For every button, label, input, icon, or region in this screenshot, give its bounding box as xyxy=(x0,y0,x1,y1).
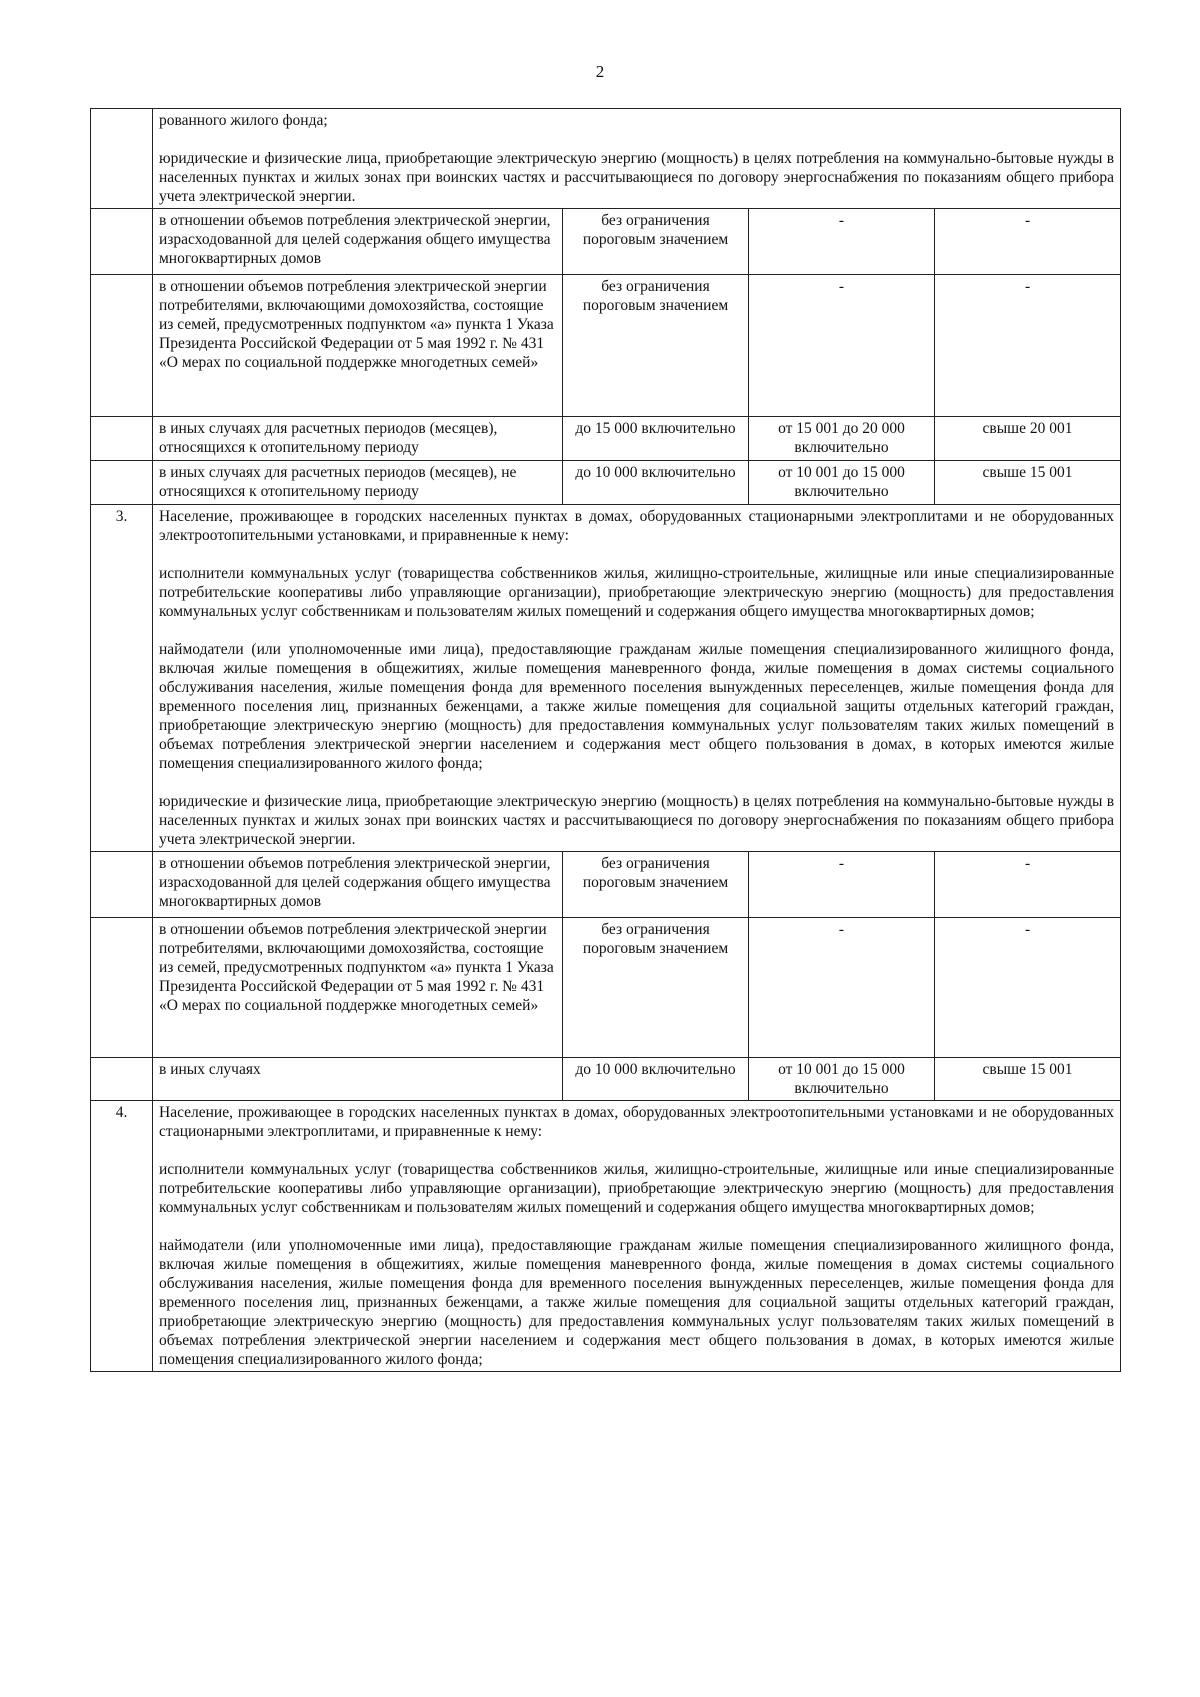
section-text-cell xyxy=(153,505,1121,852)
table-row xyxy=(91,417,1121,461)
paragraph: юридические и физические лица, приобретающие электрическую энергию (мощность) в целях потребления на коммунально-бытовые нужды в населенных пунктах и жилых зонах при воинских частях и рассчитывающиеся по договору энергоснабжения по показаниям общего прибора учета электрической энергии. xyxy=(159,793,1115,848)
table-row xyxy=(91,109,1121,209)
section-title: Население, проживающее в городских населенных пунктах в домах, оборудованных электроотопительными установками и не оборудованных стационарными электроплитами, и приравненные к нему: xyxy=(159,1104,1115,1140)
tariff-cell: - xyxy=(935,852,1121,918)
tariff-cell: до 10 000 включительно xyxy=(563,1058,749,1101)
paragraph: юридические и физические лица, приобретающие электрическую энергию (мощность) в целях потребления на коммунально-бытовые нужды в населенных пунктах и жилых зонах при воинских частях и рассчитывающиеся по договору энергоснабжения по показаниям общего прибора учета электрической энергии. xyxy=(159,150,1115,205)
paragraph: исполнители коммунальных услуг (товарищества собственников жилья, жилищно-строительные, жилищные или иные специализированные потребительские кооперативы либо управляющие организации), приобретающие электрическую энергию (мощность) для предоставления коммунальных услуг собственникам и пользователям жилых помещений и содержания общего имущества многоквартирных домов; xyxy=(159,565,1115,620)
table-row xyxy=(91,275,1121,417)
row-label: в отношении объемов потребления электрической энергии потребителями, включающими домохозяйства, состоящие из семей, предусмотренных подпунктом «а» пункта 1 Указа Президента Российской Федерации от 5 мая 1992 г. № 431 «О мерах по социальной поддержке многодетных семей» xyxy=(153,918,563,1058)
tariff-cell: - xyxy=(935,275,1121,417)
section-text-cell xyxy=(153,1101,1121,1372)
page-number: 2 xyxy=(595,62,605,81)
row-label: в отношении объемов потребления электрической энергии потребителями, включающими домохозяйства, состоящие из семей, предусмотренных подпунктом «а» пункта 1 Указа Президента Российской Федерации от 5 мая 1992 г. № 431 «О мерах по социальной поддержке многодетных семей» xyxy=(153,275,563,417)
table-row xyxy=(91,918,1121,1058)
table-row xyxy=(91,852,1121,918)
row-label: в иных случаях для расчетных периодов (месяцев), относящихся к отопительному периоду xyxy=(153,417,563,461)
row-label: в отношении объемов потребления электрической энергии, израсходованной для целей содержания общего имущества многоквартирных домов xyxy=(153,852,563,918)
paragraph: наймодатели (или уполномоченные ими лица), предоставляющие гражданам жилые помещения специализированного жилищного фонда, включая жилые помещения в общежитиях, жилые помещения маневренного фонда, жилые помещения в домах системы социального обслуживания населения, жилые помещения фонда для временного поселения вынужденных переселенцев, жилые помещения фонда для временного поселения лиц, признанных беженцами, а также жилые помещения для социальной защиты отдельных категорий граждан, приобретающие электрическую энергию (мощность) для предоставления коммунальных услуг пользователям таких жилых помещений в объемах потребления электрической энергии населением и содержания мест общего пользования в домах, в которых имеются жилые помещения специализированного жилого фонда; xyxy=(159,1237,1115,1368)
tariff-cell: от 15 001 до 20 000 включительно xyxy=(749,417,935,461)
tariff-cell: без ограничения пороговым значением xyxy=(563,852,749,918)
tariff-cell: - xyxy=(749,209,935,275)
row-label: в иных случаях для расчетных периодов (месяцев), не относящихся к отопительному периоду xyxy=(153,461,563,505)
tariff-cell: - xyxy=(749,275,935,417)
tariff-cell: - xyxy=(749,918,935,1058)
row-label: в иных случаях xyxy=(153,1058,563,1101)
table-row xyxy=(91,461,1121,505)
tariff-cell: - xyxy=(935,209,1121,275)
tariff-cell: от 10 001 до 15 000 включительно xyxy=(749,461,935,505)
tariff-cell: свыше 15 001 xyxy=(935,1058,1121,1101)
tariff-cell: свыше 15 001 xyxy=(935,461,1121,505)
table-row xyxy=(91,1058,1121,1101)
paragraph: исполнители коммунальных услуг (товарищества собственников жилья, жилищно-строительные, жилищные или иные специализированные потребительские кооперативы либо управляющие организации), приобретающие электрическую энергию (мощность) для предоставления коммунальных услуг собственникам и пользователям жилых помещений и содержания общего имущества многоквартирных домов; xyxy=(159,1161,1115,1216)
tariff-cell: без ограничения пороговым значением xyxy=(563,209,749,275)
tariff-cell: до 10 000 включительно xyxy=(563,461,749,505)
tariff-cell: без ограничения пороговым значением xyxy=(563,275,749,417)
tariff-cell: свыше 20 001 xyxy=(935,417,1121,461)
tariff-cell: от 10 001 до 15 000 включительно xyxy=(749,1058,935,1101)
table-row xyxy=(91,209,1121,275)
section-number: 3. xyxy=(91,505,153,852)
tariff-cell: - xyxy=(749,852,935,918)
section-title: Население, проживающее в городских населенных пунктах в домах, оборудованных стационарными электроплитами и не оборудованных электроотопительными установками, и приравненные к нему: xyxy=(159,508,1115,544)
section-number: 4. xyxy=(91,1101,153,1372)
tariff-cell: - xyxy=(935,918,1121,1058)
tariff-cell: до 15 000 включительно xyxy=(563,417,749,461)
tariff-cell: без ограничения пороговым значением xyxy=(563,918,749,1058)
tariff-table xyxy=(90,108,1121,1372)
paragraph: рованного жилого фонда; xyxy=(159,112,328,129)
row-label: в отношении объемов потребления электрической энергии, израсходованной для целей содержания общего имущества многоквартирных домов xyxy=(153,209,563,275)
table-row xyxy=(91,505,1121,852)
table-row xyxy=(91,1101,1121,1372)
paragraph: наймодатели (или уполномоченные ими лица), предоставляющие гражданам жилые помещения специализированного жилищного фонда, включая жилые помещения в общежитиях, жилые помещения маневренного фонда, жилые помещения в домах системы социального обслуживания населения, жилые помещения фонда для временного поселения вынужденных переселенцев, жилые помещения фонда для временного поселения лиц, признанных беженцами, а также жилые помещения для социальной защиты отдельных категорий граждан, приобретающие электрическую энергию (мощность) для предоставления коммунальных услуг пользователям таких жилых помещений в объемах потребления электрической энергии населением и содержания мест общего пользования в домах, в которых имеются жилые помещения специализированного жилого фонда; xyxy=(159,641,1115,772)
section-text-cell xyxy=(153,109,1121,209)
